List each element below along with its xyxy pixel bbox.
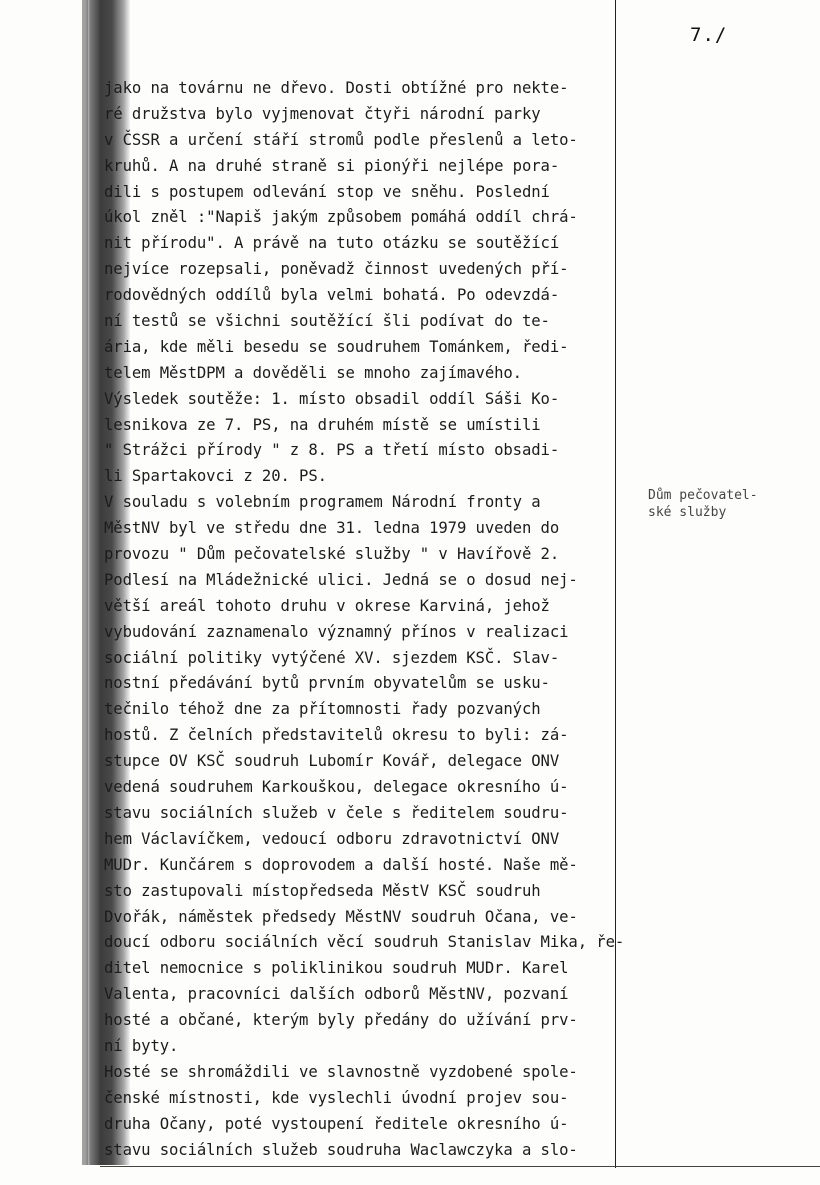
text-line: nostní předávání bytů prvním obyvatelům se usku-	[104, 674, 550, 693]
text-line: stavu sociálních služeb v čele s ředitelem soudru-	[104, 803, 569, 822]
text-line: kruhů. A na druhé straně si pionýři nejlépe pora-	[104, 156, 560, 175]
text-line: Hosté se shromáždili ve slavnostně vyzdobené spole-	[104, 1062, 578, 1081]
text-line: Valenta, pracovníci dalších odborů MěstNV, pozvaní	[104, 985, 569, 1004]
text-line: druha Očany, poté vystoupení ředitele okresního ú-	[104, 1114, 569, 1133]
text-line: větší areál tohoto druhu v okrese Karviná, jehož	[104, 596, 550, 615]
text-line: Výsledek soutěže: 1. místo obsadil oddíl Sáši Ko-	[104, 389, 560, 408]
text-line: ní byty.	[104, 1036, 179, 1055]
text-line: Podlesí na Mládežnické ulici. Jedná se o dosud nej-	[104, 570, 578, 589]
text-line: v ČSSR a určení stáří stromů podle přeslenů a leto-	[104, 130, 578, 149]
text-line: stupce OV KSČ soudruh Lubomír Kovář, delegace ONV	[104, 752, 560, 771]
text-line: nit přírodu". A právě na tuto otázku se soutěžící	[104, 234, 560, 253]
text-line: rodovědných oddílů byla velmi bohatá. Po odevzdá-	[104, 286, 560, 305]
text-line: tečnilo téhož dne za přítomnosti řady pozvaných	[104, 700, 541, 719]
text-line: hem Václavíčkem, vedoucí odboru zdravotnictví ONV	[104, 829, 560, 848]
margin-note-line: Dům pečovatel-	[648, 488, 758, 503]
text-line: MěstNV byl ve středu dne 31. ledna 1979 uveden do	[104, 519, 560, 538]
text-line: hosté a občané, kterým byly předány do užívání prv-	[104, 1011, 578, 1030]
text-line: jako na továrnu ne dřevo. Dosti obtížné pro nekte-	[104, 79, 569, 97]
text-line: MUDr. Kunčárem s doprovodem a další hosté. Naše mě-	[104, 855, 578, 874]
page-number: 7./	[690, 24, 728, 46]
text-line: stavu sociálních služeb soudruha Waclawczyka a slo-	[104, 1140, 578, 1159]
text-line: li Spartakovci z 20. PS.	[104, 467, 327, 486]
text-line: V souladu s volebním programem Národní fronty a	[104, 493, 541, 512]
text-line: vedená soudruhem Karkouškou, delegace okresního ú-	[104, 778, 569, 797]
text-line: vybudování zaznamenalo významný přínos v realizaci	[104, 622, 569, 641]
text-line: Dvořák, náměstek předsedy MěstNV soudruh Očana, ve-	[104, 907, 578, 926]
text-line: dili s postupem odlevání stop ve sněhu. Poslední	[104, 182, 550, 201]
text-line: nejvíce rozepsali, poněvadž činnost uvedených pří-	[104, 260, 569, 279]
text-line: ní testů se všichni soutěžící šli podívat do te-	[104, 312, 550, 331]
text-line: úkol zněl :"Napiš jakým způsobem pomáhá oddíl chrá-	[104, 208, 578, 227]
text-line: lesnikova ze 7. PS, na druhém místě se umístili	[104, 415, 541, 434]
body-text	[104, 76, 624, 1163]
text-line: sto zastupovali místopředseda MěstV KSČ soudruh	[104, 881, 541, 900]
text-line: čenské místnosti, kde vyslechli úvodní projev sou-	[104, 1088, 569, 1107]
text-line: ária, kde měli besedu se soudruhem Tománkem, ředi-	[104, 337, 569, 356]
text-line: provozu " Dům pečovatelské služby " v Havířově 2.	[104, 545, 560, 564]
bottom-rule	[100, 1166, 820, 1167]
text-line: ditel nemocnice s poliklinikou soudruh MUDr. Karel	[104, 959, 569, 978]
text-line: hostů. Z čelních představitelů okresu to byli: zá-	[104, 726, 569, 745]
text-line: " Strážci přírody " z 8. PS a třetí místo obsadi-	[104, 441, 560, 460]
margin-note-line: ské služby	[648, 505, 727, 520]
binding-edge	[82, 0, 88, 1165]
text-line: sociální politiky vytýčené XV. sjezdem KSČ. Slav-	[104, 648, 560, 667]
text-line: telem MěstDPM a dověděli se mnoho zajímavého.	[104, 363, 522, 382]
text-line: ré družstva bylo vyjmenovat čtyři národní parky	[104, 104, 541, 123]
margin-note	[648, 487, 808, 521]
text-line: doucí odboru sociálních věcí soudruh Stanislav Mika, ře-	[104, 933, 625, 952]
